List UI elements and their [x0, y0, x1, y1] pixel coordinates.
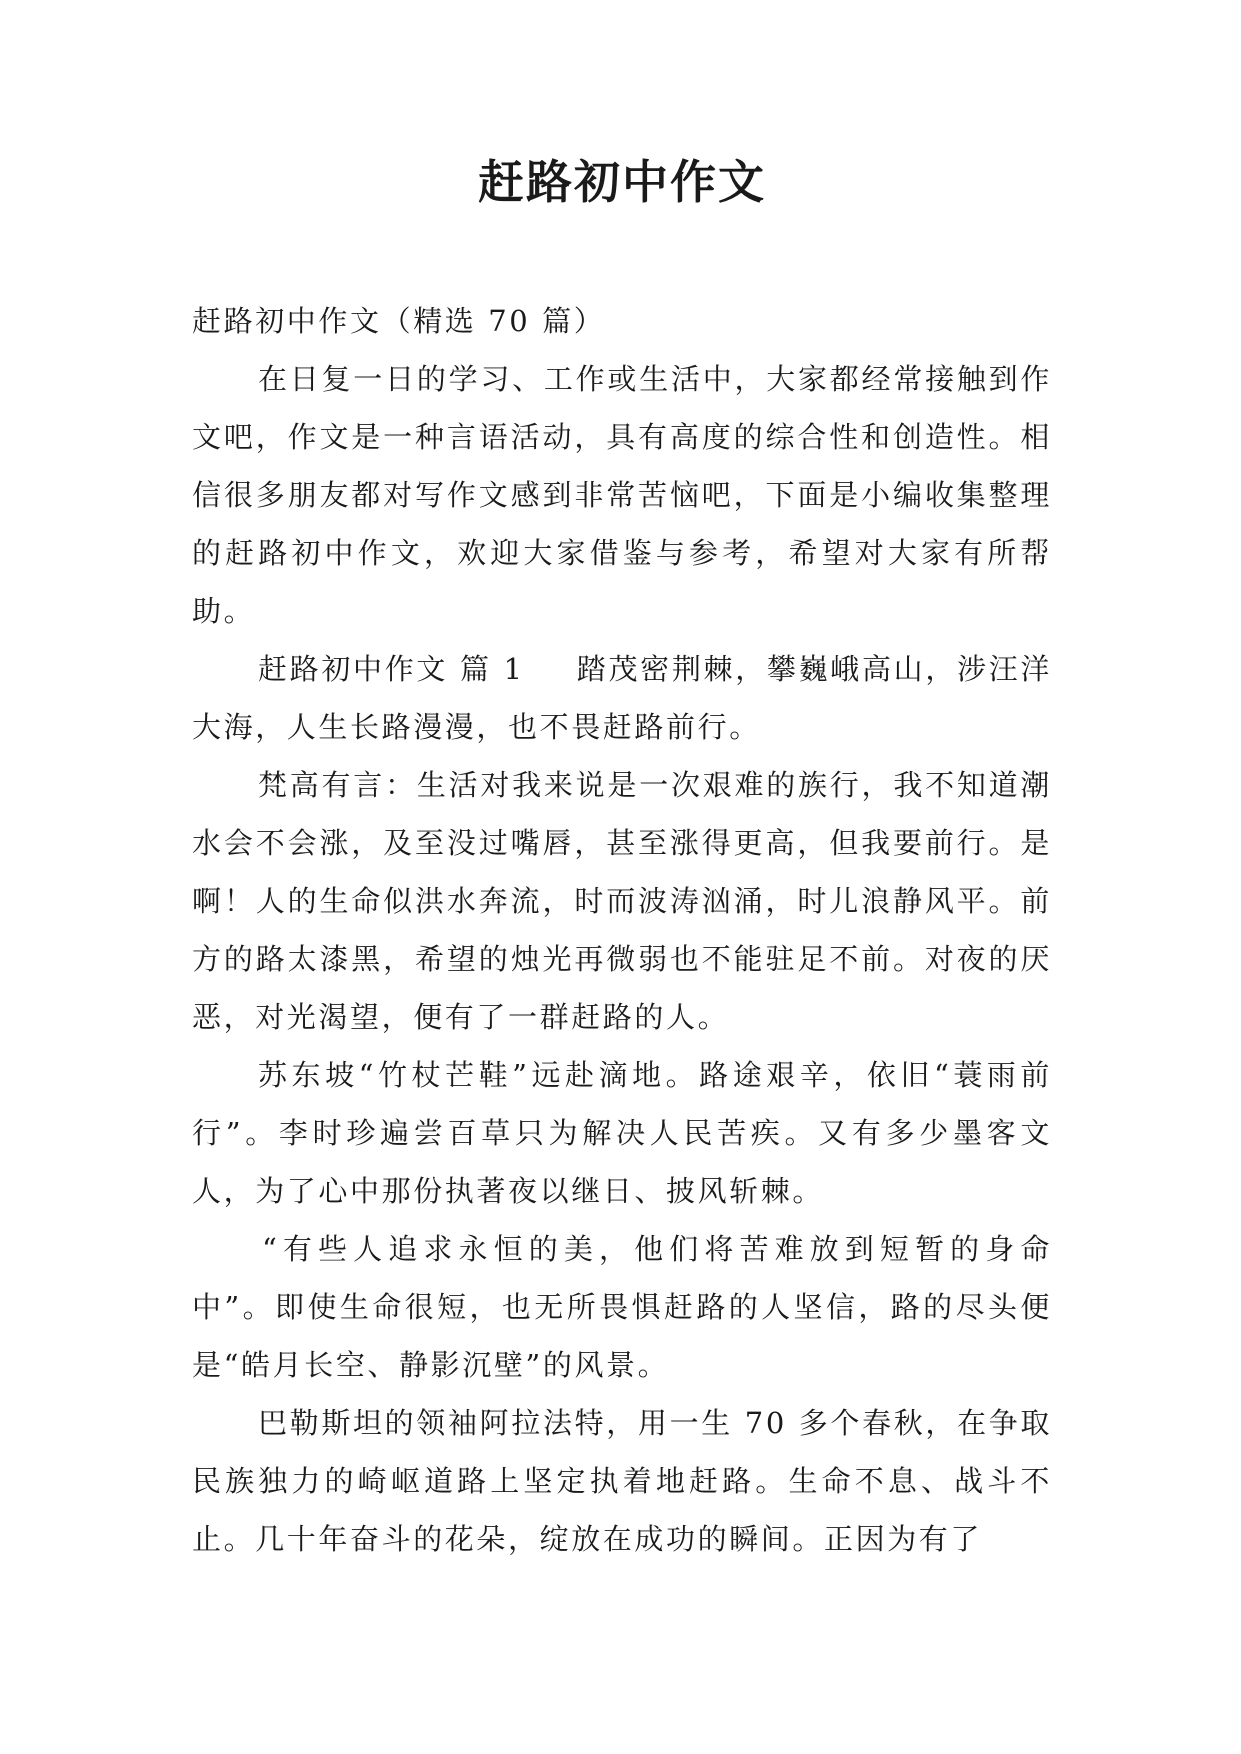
essay-first-paragraph — [192, 640, 1052, 756]
intro-paragraph: 在日复一日的学习、工作或生活中，大家都经常接触到作文吧，作文是一种言语活动，具有高度的综合性和创造性。相信很多朋友都对写作文感到非常苦恼吧，下面是小编收集整理的赶路初中作文，欢迎大家借鉴与参考，希望对大家有所帮助。 — [192, 362, 1052, 628]
essay-opening: 踏茂密荆棘，攀巍峨高山，涉汪洋大海，人生长路漫漫，也不畏赶路前行。 — [192, 652, 1052, 744]
essay-heading: 赶路初中作文 篇 1 — [258, 652, 525, 686]
body-paragraph: 巴勒斯坦的领袖阿拉法特，用一生 70 多个春秋，在争取民族独力的崎岖道路上坚定执着地赶路。生命不息、战斗不止。几十年奋斗的花朵，绽放在成功的瞬间。正因为有了 — [192, 1406, 1052, 1556]
body-paragraph: 苏东坡“竹杖芒鞋”远赴滴地。路途艰辛，依旧“蓑雨前行”。李时珍遍尝百草只为解决人民苦疾。又有多少墨客文人，为了心中那份执著夜以继日、披风斩棘。 — [192, 1058, 1052, 1208]
document-subtitle: 赶路初中作文（精选 70 篇） — [192, 304, 606, 338]
document-page — [192, 0, 1052, 1754]
document-title: 赶路初中作文 — [478, 155, 766, 209]
document-body — [192, 292, 1052, 1568]
body-paragraph: “有些人追求永恒的美，他们将苦难放到短暂的身命中”。即使生命很短，也无所畏惧赶路的人坚信，路的尽头便是“皓月长空、静影沉壁”的风景。 — [192, 1232, 1052, 1382]
body-paragraph: 梵高有言：生活对我来说是一次艰难的族行，我不知道潮水会不会涨，及至没过嘴唇，甚至涨得更高，但我要前行。是啊！人的生命似洪水奔流，时而波涛汹涌，时儿浪静风平。前方的路太漆黑，希望的烛光再微弱也不能驻足不前。对夜的厌恶，对光渴望，便有了一群赶路的人。 — [192, 768, 1052, 1034]
